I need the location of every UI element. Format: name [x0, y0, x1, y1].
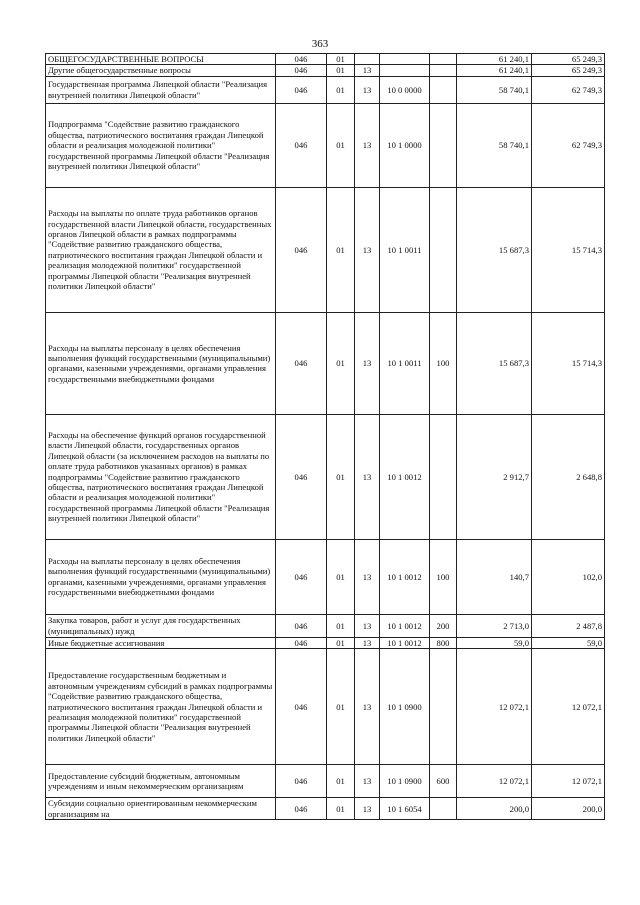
cell-section: 01	[327, 312, 355, 414]
cell-target-article: 10 1 0900	[380, 649, 430, 765]
cell-expense-type	[430, 414, 457, 539]
cell-subsection: 13	[355, 76, 380, 103]
cell-expense-type: 100	[430, 312, 457, 414]
cell-amount-2: 12 072,1	[532, 765, 605, 798]
cell-amount-1: 200,0	[457, 798, 532, 820]
cell-admin-code: 046	[276, 649, 327, 765]
cell-section: 01	[327, 187, 355, 312]
cell-subsection: 13	[355, 539, 380, 614]
cell-admin-code: 046	[276, 637, 327, 648]
cell-subsection: 13	[355, 312, 380, 414]
table-row	[46, 103, 605, 187]
cell-name: Расходы на выплаты персоналу в целях обеспечения выполнения функций государственными (муниципальными) органами, казенными учреждениями, органами управления государственными внебюджетными фондами	[46, 539, 276, 614]
cell-admin-code: 046	[276, 54, 327, 65]
cell-name: Подпрограмма "Содействие развитию гражданского общества, патриотического воспитания граждан Липецкой области и реализация молодежной политики" государственной программы Липецкой области "Реализация внутренней политики Липецкой области"	[46, 103, 276, 187]
cell-name: Закупка товаров, работ и услуг для государственных (муниципальных) нужд	[46, 614, 276, 637]
cell-subsection: 13	[355, 414, 380, 539]
cell-name: Предоставление государственным бюджетным и автономным учреждениям субсидий в рамках подпрограммы "Содействие развитию гражданского общества, патриотического воспитания граждан Липецкой области и реализация молодежной политики" государственной программы Липецкой области "Реализация внутренней политики Липецкой области"	[46, 649, 276, 765]
cell-admin-code: 046	[276, 312, 327, 414]
table-row	[46, 798, 605, 820]
cell-amount-2: 102,0	[532, 539, 605, 614]
cell-amount-2: 15 714,3	[532, 312, 605, 414]
cell-section: 01	[327, 798, 355, 820]
cell-amount-1: 58 740,1	[457, 103, 532, 187]
cell-amount-2: 59,0	[532, 637, 605, 648]
cell-amount-2: 200,0	[532, 798, 605, 820]
cell-amount-1: 58 740,1	[457, 76, 532, 103]
cell-amount-1: 61 240,1	[457, 65, 532, 76]
table-row	[46, 76, 605, 103]
table-row	[46, 539, 605, 614]
table-row	[46, 765, 605, 798]
cell-admin-code: 046	[276, 103, 327, 187]
cell-admin-code: 046	[276, 614, 327, 637]
cell-subsection: 13	[355, 65, 380, 76]
cell-subsection: 13	[355, 187, 380, 312]
cell-admin-code: 046	[276, 798, 327, 820]
cell-amount-1: 15 687,3	[457, 187, 532, 312]
cell-target-article	[380, 54, 430, 65]
cell-section: 01	[327, 539, 355, 614]
table-row	[46, 637, 605, 648]
cell-amount-2: 15 714,3	[532, 187, 605, 312]
budget-table	[45, 53, 605, 820]
cell-target-article: 10 1 6054	[380, 798, 430, 820]
cell-target-article: 10 0 0000	[380, 76, 430, 103]
cell-name: Расходы на обеспечение функций органов государственной власти Липецкой области, государственных органов Липецкой области (за исключением расходов на выплаты по оплате труда работников указанных органов) в рамках подпрограммы "Содействие развитию гражданского общества, патриотического воспитания граждан Липецкой области и реализация молодежной политики" государственной программы Липецкой области "Реализация внутренней политики Липецкой области"	[46, 414, 276, 539]
cell-target-article	[380, 65, 430, 76]
cell-section: 01	[327, 76, 355, 103]
cell-section: 01	[327, 614, 355, 637]
cell-admin-code: 046	[276, 187, 327, 312]
cell-amount-1: 61 240,1	[457, 54, 532, 65]
cell-name: ОБЩЕГОСУДАРСТВЕННЫЕ ВОПРОСЫ	[46, 54, 276, 65]
cell-amount-2: 62 749,3	[532, 76, 605, 103]
cell-section: 01	[327, 765, 355, 798]
cell-expense-type	[430, 187, 457, 312]
table-row	[46, 414, 605, 539]
page-number: 363	[311, 38, 329, 50]
cell-expense-type: 100	[430, 539, 457, 614]
table-row	[46, 649, 605, 765]
cell-target-article: 10 1 0012	[380, 539, 430, 614]
cell-amount-2: 2 487,8	[532, 614, 605, 637]
cell-amount-1: 59,0	[457, 637, 532, 648]
cell-amount-1: 2 713,0	[457, 614, 532, 637]
table-row	[46, 65, 605, 76]
table-row	[46, 187, 605, 312]
cell-admin-code: 046	[276, 414, 327, 539]
cell-section: 01	[327, 414, 355, 539]
cell-subsection: 13	[355, 614, 380, 637]
cell-amount-1: 12 072,1	[457, 649, 532, 765]
cell-target-article: 10 1 0011	[380, 187, 430, 312]
cell-amount-1: 2 912,7	[457, 414, 532, 539]
cell-subsection: 13	[355, 637, 380, 648]
cell-name: Государственная программа Липецкой области "Реализация внутренней политики Липецкой области"	[46, 76, 276, 103]
cell-admin-code: 046	[276, 76, 327, 103]
cell-amount-1: 140,7	[457, 539, 532, 614]
cell-amount-2: 2 648,8	[532, 414, 605, 539]
cell-subsection: 13	[355, 765, 380, 798]
table-row	[46, 614, 605, 637]
cell-amount-2: 12 072,1	[532, 649, 605, 765]
cell-section: 01	[327, 65, 355, 76]
cell-amount-1: 15 687,3	[457, 312, 532, 414]
cell-admin-code: 046	[276, 765, 327, 798]
cell-section: 01	[327, 54, 355, 65]
cell-section: 01	[327, 103, 355, 187]
cell-target-article: 10 1 0011	[380, 312, 430, 414]
cell-name: Другие общегосударственные вопросы	[46, 65, 276, 76]
cell-admin-code: 046	[276, 65, 327, 76]
cell-expense-type: 200	[430, 614, 457, 637]
cell-target-article: 10 1 0012	[380, 637, 430, 648]
table-body	[46, 54, 605, 820]
cell-section: 01	[327, 649, 355, 765]
cell-expense-type	[430, 103, 457, 187]
cell-name: Расходы на выплаты по оплате труда работников органов государственной власти Липецкой области, государственных органов Липецкой области в рамках подпрограммы "Содействие развитию гражданского общества, патриотического воспитания граждан Липецкой области и реализация молодежной политики" государственной программы Липецкой области "Реализация внутренней политики Липецкой области"	[46, 187, 276, 312]
cell-name: Расходы на выплаты персоналу в целях обеспечения выполнения функций государственными (муниципальными) органами, казенными учреждениями, органами управления государственными внебюджетными фондами	[46, 312, 276, 414]
cell-target-article: 10 1 0900	[380, 765, 430, 798]
cell-expense-type	[430, 65, 457, 76]
cell-target-article: 10 1 0012	[380, 614, 430, 637]
table-row	[46, 54, 605, 65]
cell-expense-type	[430, 76, 457, 103]
cell-admin-code: 046	[276, 539, 327, 614]
table-row	[46, 312, 605, 414]
cell-expense-type	[430, 54, 457, 65]
cell-amount-2: 65 249,3	[532, 54, 605, 65]
cell-subsection: 13	[355, 103, 380, 187]
cell-subsection: 13	[355, 649, 380, 765]
cell-amount-2: 65 249,3	[532, 65, 605, 76]
cell-name: Иные бюджетные ассигнования	[46, 637, 276, 648]
cell-name: Субсидии социально ориентированным некоммерческим организациям на	[46, 798, 276, 820]
cell-subsection: 13	[355, 798, 380, 820]
cell-section: 01	[327, 637, 355, 648]
cell-subsection	[355, 54, 380, 65]
cell-expense-type: 800	[430, 637, 457, 648]
cell-expense-type: 600	[430, 765, 457, 798]
cell-target-article: 10 1 0012	[380, 414, 430, 539]
cell-expense-type	[430, 798, 457, 820]
cell-expense-type	[430, 649, 457, 765]
cell-target-article: 10 1 0000	[380, 103, 430, 187]
cell-amount-1: 12 072,1	[457, 765, 532, 798]
cell-amount-2: 62 749,3	[532, 103, 605, 187]
cell-name: Предоставление субсидий бюджетным, автономным учреждениям и иным некоммерческим организациям	[46, 765, 276, 798]
